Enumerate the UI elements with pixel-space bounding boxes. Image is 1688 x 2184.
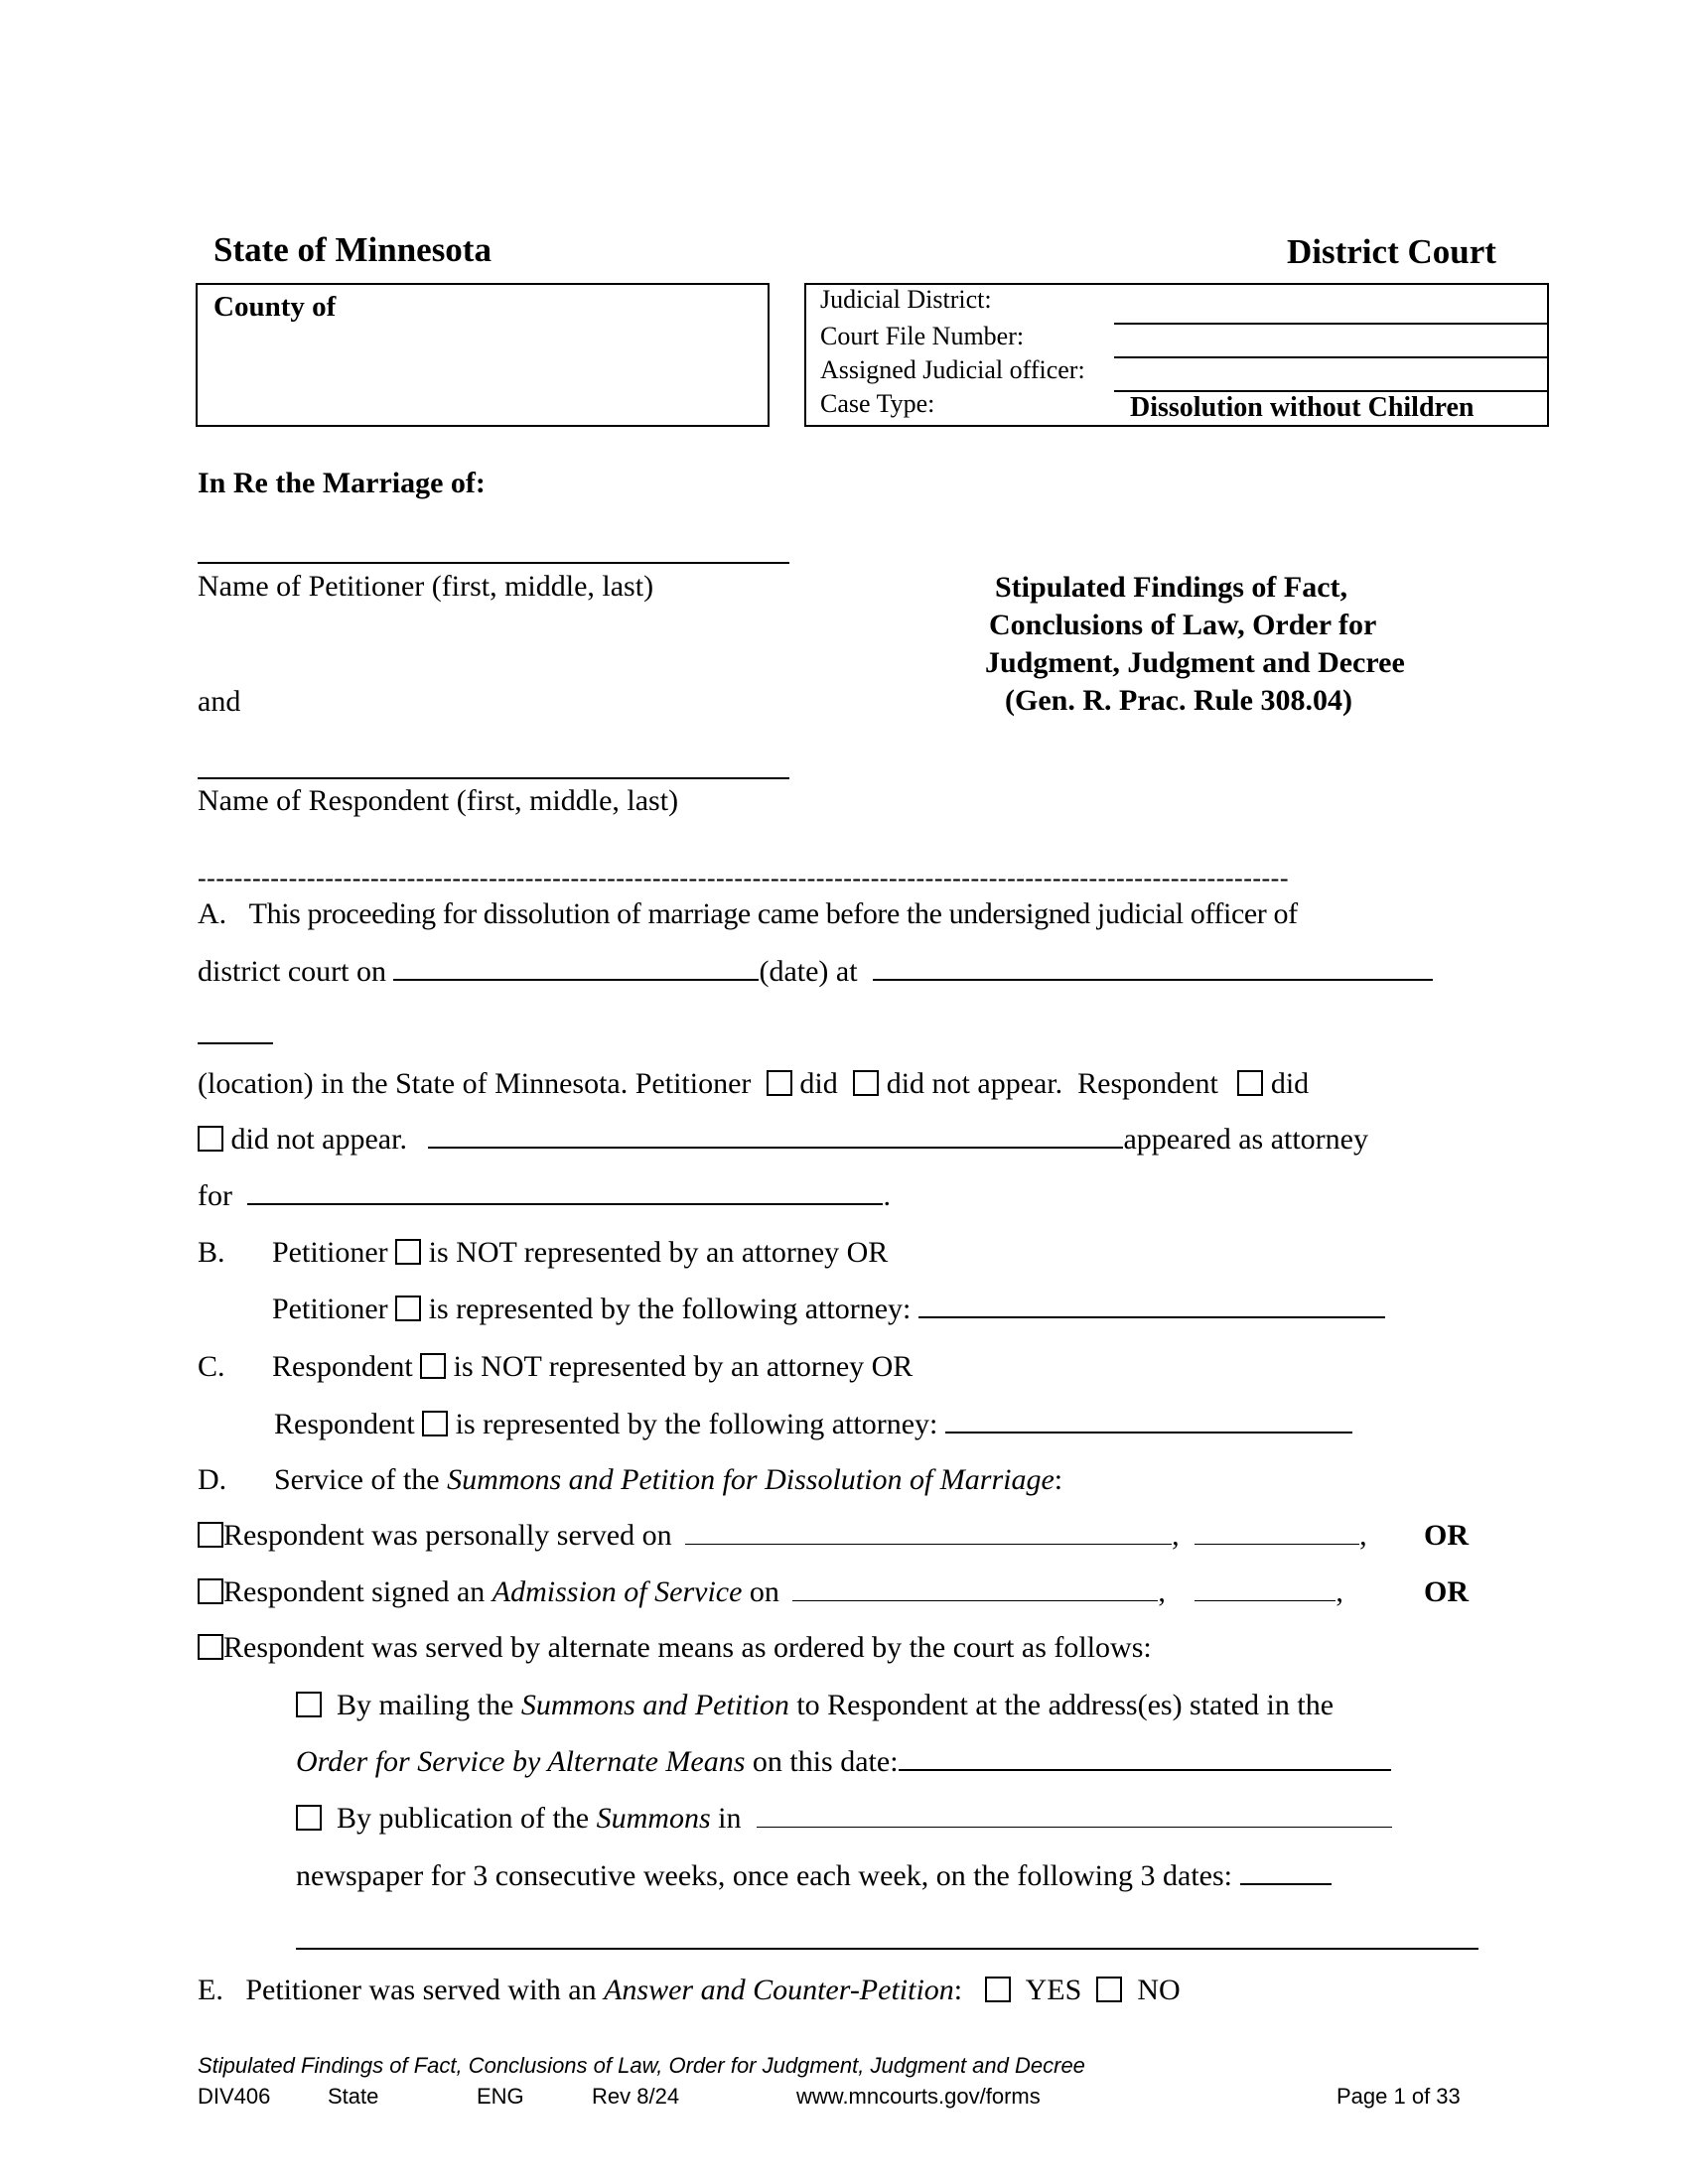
admission-date-field[interactable] xyxy=(792,1576,1158,1601)
for-period: . xyxy=(883,1179,891,1212)
service-option-admission xyxy=(198,1575,1343,1609)
personal-service-date-field[interactable] xyxy=(685,1520,1172,1545)
section-a-line-3 xyxy=(198,1067,1478,1101)
section-b-line-1 xyxy=(198,1236,225,1270)
alternate-mailing-line-2 xyxy=(296,1745,1391,1779)
section-c-respondent-label: Respondent xyxy=(272,1350,413,1383)
footer-revision: Rev 8/24 xyxy=(592,2084,680,2109)
petitioner-did-appear-checkbox[interactable] xyxy=(767,1070,792,1096)
newspaper-label: newspaper for 3 consecutive weeks, once each week, on the following 3 dates: xyxy=(296,1859,1232,1892)
comma: , xyxy=(1158,1575,1166,1608)
respondent-did-label: did xyxy=(1270,1067,1310,1100)
or-label-2: OR xyxy=(1424,1575,1469,1608)
section-c-letter: C. xyxy=(198,1350,225,1383)
petitioner-did-not-appear-checkbox[interactable] xyxy=(853,1070,879,1096)
respondent-attorney-field[interactable] xyxy=(945,1408,1352,1433)
section-e-row xyxy=(198,1974,1181,2007)
mailing-checkbox[interactable] xyxy=(296,1692,322,1717)
assigned-officer-label: Assigned Judicial officer: xyxy=(820,355,1085,384)
petitioner-attorney-field[interactable] xyxy=(918,1293,1385,1318)
respondent-represented-label: is represented by the following attorney: xyxy=(455,1408,938,1440)
attorney-for-field[interactable] xyxy=(247,1179,883,1205)
alternate-mailing-line-1 xyxy=(296,1689,1478,1722)
mailing-label: By mailing the xyxy=(337,1689,514,1721)
file-number-field[interactable] xyxy=(1114,323,1547,325)
attorney-name-field[interactable] xyxy=(428,1123,1123,1149)
court-heading: District Court xyxy=(1287,232,1496,271)
comma: , xyxy=(1336,1575,1343,1608)
petitioner-not-represented-checkbox[interactable] xyxy=(395,1239,421,1265)
section-e-letter: E. xyxy=(198,1974,223,2006)
publication-line-1 xyxy=(296,1802,1392,1836)
footer-url[interactable]: www.mncourts.gov/forms xyxy=(796,2084,1041,2109)
section-d-intro-colon: : xyxy=(1054,1463,1063,1496)
section-divider: ------------------------------------------------------------------------------------------------------------------------ xyxy=(198,864,1289,892)
comma: , xyxy=(1359,1519,1367,1552)
admission-year-field[interactable] xyxy=(1195,1576,1336,1601)
title-line-2: Conclusions of Law, Order for xyxy=(989,609,1377,641)
respondent-did-appear-checkbox[interactable] xyxy=(1237,1070,1263,1096)
petitioner-not-represented-label: is NOT represented by an attorney OR xyxy=(428,1236,889,1269)
officer-field[interactable] xyxy=(1114,356,1547,358)
section-d-letter: D. xyxy=(198,1463,227,1496)
personal-service-checkbox[interactable] xyxy=(198,1522,223,1548)
case-type-label: Case Type: xyxy=(820,389,935,418)
section-d-intro xyxy=(274,1463,1062,1497)
alternate-service-label: Respondent was served by alternate means as ordered by the court as follows: xyxy=(223,1631,1152,1664)
newspaper-name-field[interactable] xyxy=(757,1803,1392,1828)
petitioner-represented-checkbox[interactable] xyxy=(395,1296,421,1321)
personal-service-label: Respondent was personally served on xyxy=(223,1519,672,1552)
section-a-line-4 xyxy=(198,1123,1478,1157)
section-c-letter-row xyxy=(198,1350,225,1384)
admission-italic: Admission of Service xyxy=(492,1575,743,1608)
and-label: and xyxy=(198,685,241,718)
publication-in: in xyxy=(718,1802,742,1835)
respondent-represented-checkbox[interactable] xyxy=(422,1411,448,1436)
or-label-1: OR xyxy=(1424,1519,1469,1552)
mailing-date-field[interactable] xyxy=(899,1745,1391,1771)
section-c-option-1 xyxy=(272,1350,913,1384)
respondent-name-label: Name of Respondent (first, middle, last) xyxy=(198,784,679,817)
respondent-did-not-appear-checkbox[interactable] xyxy=(198,1126,223,1152)
respondent-appear-label: Respondent xyxy=(1077,1067,1218,1100)
section-a-text-1: This proceeding for dissolution of marriage came before the undersigned judicial officer of xyxy=(248,897,1298,930)
location-field-continuation[interactable] xyxy=(198,1042,273,1044)
location-label: (location) in the State of Minnesota. Petitioner xyxy=(198,1067,752,1100)
publication-dates-field-2[interactable] xyxy=(296,1948,1478,1950)
section-a-line-5 xyxy=(198,1179,891,1213)
section-b-petitioner-label: Petitioner xyxy=(272,1236,388,1269)
mailing-italic: Summons and Petition xyxy=(520,1689,789,1721)
alternate-service-checkbox[interactable] xyxy=(198,1634,223,1660)
judicial-district-label: Judicial District: xyxy=(820,285,992,314)
case-type-value: Dissolution without Children xyxy=(1130,392,1475,423)
appeared-as-attorney-label: appeared as attorney xyxy=(1123,1123,1368,1156)
order-italic: Order for Service by Alternate Means xyxy=(296,1745,746,1778)
section-b-petitioner-label-2: Petitioner xyxy=(272,1293,388,1325)
order-label-b: on this date: xyxy=(752,1745,899,1778)
publication-label: By publication of the xyxy=(337,1802,590,1835)
respondent-name-field[interactable] xyxy=(198,777,789,779)
district-court-on-label: district court on xyxy=(198,955,386,988)
section-b-option-1 xyxy=(272,1236,888,1270)
section-a-line-1 xyxy=(198,897,1478,931)
section-a-letter: A. xyxy=(198,897,227,930)
date-at-label: (date) at xyxy=(759,955,858,988)
footer-page-number: Page 1 of 33 xyxy=(1336,2084,1461,2109)
title-line-4: (Gen. R. Prac. Rule 308.04) xyxy=(1005,684,1352,717)
answer-yes-checkbox[interactable] xyxy=(985,1977,1011,2002)
respondent-not-represented-label: is NOT represented by an attorney OR xyxy=(453,1350,914,1383)
publication-italic: Summons xyxy=(596,1802,711,1835)
state-heading: State of Minnesota xyxy=(213,230,492,269)
petitioner-did-label: did xyxy=(799,1067,838,1100)
personal-service-year-field[interactable] xyxy=(1195,1520,1359,1545)
case-info-box xyxy=(804,283,1549,427)
footer-language: ENG xyxy=(477,2084,524,2109)
publication-checkbox[interactable] xyxy=(296,1805,322,1831)
section-b-letter: B. xyxy=(198,1236,225,1269)
court-file-number-label: Court File Number: xyxy=(820,322,1025,350)
section-d-letter-row xyxy=(198,1463,226,1497)
publication-dates-field[interactable] xyxy=(1240,1859,1332,1885)
title-line-3: Judgment, Judgment and Decree xyxy=(985,646,1405,679)
county-box xyxy=(196,283,770,427)
publication-line-2 xyxy=(296,1859,1332,1893)
answer-no-checkbox[interactable] xyxy=(1096,1977,1122,2002)
answer-yes-label: YES xyxy=(1025,1974,1082,2006)
county-label: County of xyxy=(213,291,337,323)
section-c-respondent-label-2: Respondent xyxy=(274,1408,415,1440)
petitioner-did-not-appear-label: did not appear. xyxy=(886,1067,1063,1100)
petitioner-name-field[interactable] xyxy=(198,562,789,564)
section-e-italic: Answer and Counter-Petition xyxy=(604,1974,954,2006)
comma: , xyxy=(1172,1519,1180,1552)
mailing-label-b: to Respondent at the address(es) stated in the xyxy=(796,1689,1335,1721)
section-d-intro-text: Service of the xyxy=(274,1463,440,1496)
admission-on: on xyxy=(749,1575,779,1608)
section-a-line-2 xyxy=(198,955,1433,989)
hearing-location-field[interactable] xyxy=(873,955,1433,981)
petitioner-represented-label: is represented by the following attorney: xyxy=(428,1293,912,1325)
section-c-option-2 xyxy=(274,1408,1352,1441)
answer-no-label: NO xyxy=(1137,1974,1181,2006)
service-option-personal xyxy=(198,1519,1367,1553)
respondent-did-not-appear-label: did not appear. xyxy=(230,1123,407,1156)
service-option-alternate xyxy=(198,1631,1152,1665)
for-label: for xyxy=(198,1179,232,1212)
respondent-not-represented-checkbox[interactable] xyxy=(420,1353,446,1379)
section-e-colon: : xyxy=(953,1974,963,2006)
footer-form-number: DIV406 xyxy=(198,2084,271,2109)
section-e-text: Petitioner was served with an xyxy=(245,1974,597,2006)
admission-label: Respondent signed an xyxy=(223,1575,486,1608)
hearing-date-field[interactable] xyxy=(393,955,759,981)
in-re-marriage: In Re the Marriage of: xyxy=(198,467,486,499)
footer-title: Stipulated Findings of Fact, Conclusions of Law, Order for Judgment, Judgment and Decree xyxy=(198,2053,1085,2078)
admission-service-checkbox[interactable] xyxy=(198,1578,223,1604)
section-d-intro-italic: Summons and Petition for Dissolution of Marriage xyxy=(447,1463,1055,1496)
petitioner-name-label: Name of Petitioner (first, middle, last) xyxy=(198,570,654,603)
title-line-1: Stipulated Findings of Fact, xyxy=(995,571,1348,604)
section-b-option-2 xyxy=(272,1293,1385,1326)
footer-state: State xyxy=(328,2084,379,2109)
